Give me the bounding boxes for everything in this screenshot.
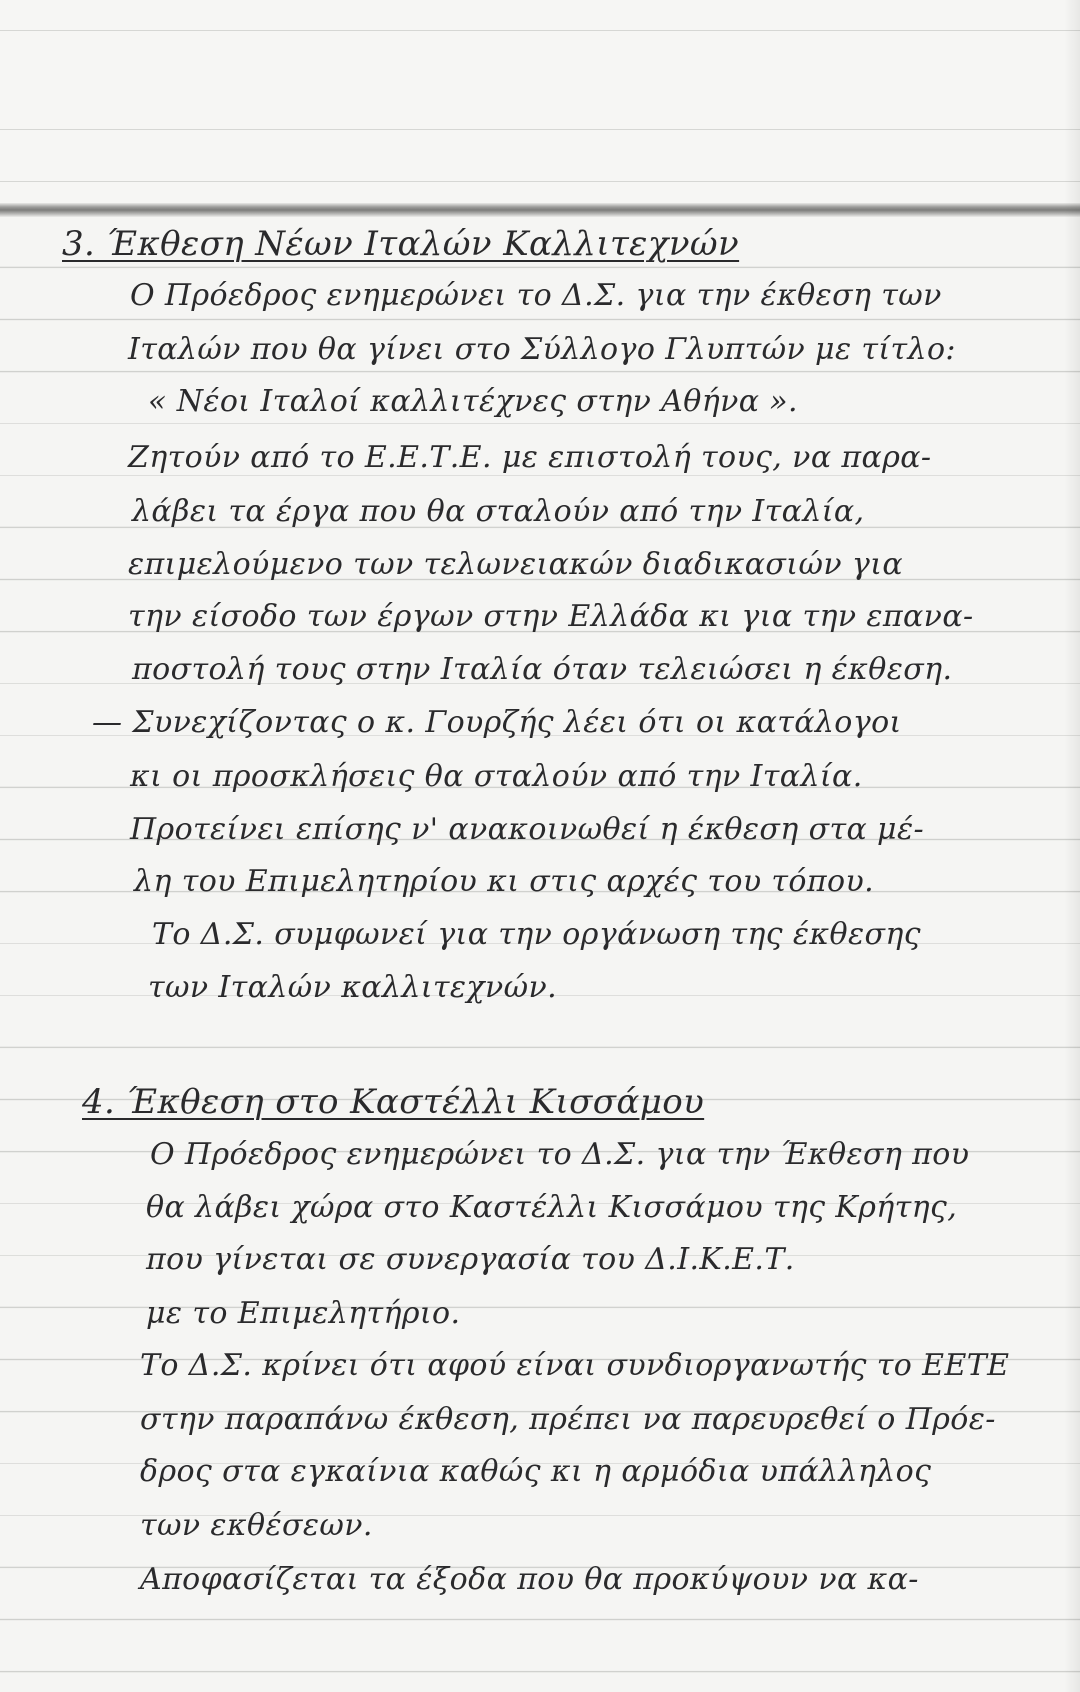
text-line: Ιταλών που θα γίνει στο Σύλλογο Γλυπτών με τίτλο:	[128, 332, 956, 367]
text-line: θα λάβει χώρα στο Καστέλλι Κισσάμου της Κρήτης,	[146, 1190, 958, 1225]
text-line: Το Δ.Σ. συμφωνεί για την οργάνωση της έκθεσης	[152, 917, 921, 952]
text-line: λάβει τα έργα που θα σταλούν από την Ιταλία,	[132, 494, 865, 529]
text-line: δρος στα εγκαίνια καθώς κι η αρμόδια υπάλληλος	[140, 1454, 932, 1489]
text-line: επιμελούμενο των τελωνειακών διαδικασιών για	[128, 547, 904, 582]
text-line: των εκθέσεων.	[140, 1508, 373, 1543]
text-line: Ο Πρόεδρος ενημερώνει το Δ.Σ. για την Έκθεση που	[150, 1137, 970, 1172]
text-line: ποστολή τους στην Ιταλία όταν τελειώσει η έκθεση.	[132, 652, 953, 687]
text-line: με το Επιμελητήριο.	[146, 1296, 461, 1331]
section-3-heading: 3. Έκθεση Νέων Ιταλών Καλλιτεχνών	[62, 224, 740, 264]
text-line: Προτείνει επίσης ν' ανακοινωθεί η έκθεση στα μέ-	[130, 812, 924, 847]
text-line: Το Δ.Σ. κρίνει ότι αφού είναι συνδιοργανωτής το ΕΕΤΕ	[140, 1348, 1010, 1383]
text-line: Ζητούν από το Ε.Ε.Τ.Ε. με επιστολή τους, να παρα-	[128, 440, 932, 475]
text-line: Ο Πρόεδρος ενημερώνει το Δ.Σ. για την έκθεση των	[130, 278, 942, 313]
text-line: στην παραπάνω έκθεση, πρέπει να παρευρεθεί ο Πρόε-	[140, 1402, 996, 1437]
text-line: λη του Επιμελητηρίου κι στις αρχές του τόπου.	[134, 864, 875, 899]
section-4-heading: 4. Έκθεση στο Καστέλλι Κισσάμου	[82, 1082, 705, 1122]
text-line: των Ιταλών καλλιτεχνών.	[148, 970, 558, 1005]
text-line: που γίνεται σε συνεργασία του Δ.Ι.Κ.Ε.Τ.	[146, 1242, 795, 1277]
text-line: — Συνεχίζοντας ο κ. Γουρζής λέει ότι οι κατάλογοι	[92, 705, 902, 740]
text-line: Αποφασίζεται τα έξοδα που θα προκύψουν να κα-	[140, 1562, 919, 1597]
text-line: κι οι προσκλήσεις θα σταλούν από την Ιταλία.	[130, 759, 863, 794]
text-line: « Νέοι Ιταλοί καλλιτέχνες στην Αθήνα ».	[148, 384, 798, 419]
text-line: την είσοδο των έργων στην Ελλάδα κι για την επανα-	[128, 599, 974, 634]
